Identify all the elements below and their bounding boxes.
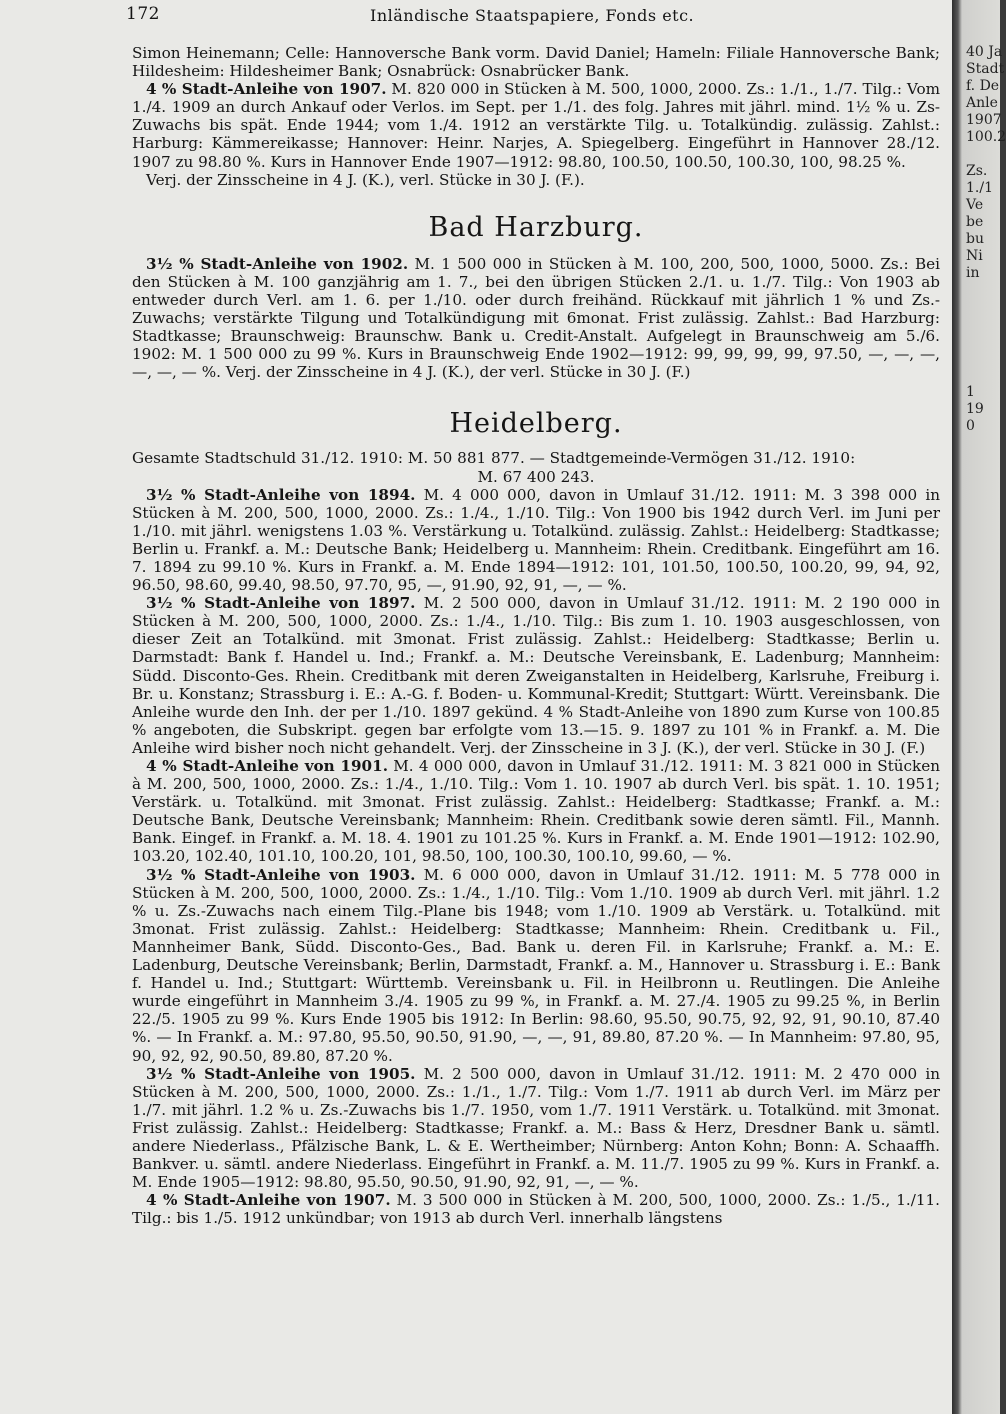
facing-page-fragment: f. De (966, 78, 1000, 94)
bad-harzburg-loan-1902-paragraph (132, 255, 940, 382)
city-heading-heidelberg: Heidelberg. (449, 408, 623, 440)
loan-title: 3½ % Stadt-Anleihe von 1897. (146, 594, 416, 613)
loan-text: M. 820 000 in Stücken à M. 500, 1000, 2000. Zs.: 1./1., 1./7. Tilg.: Vom 1./4. 1909 an durch Ankauf oder Verlos. im Sept. per 1./1. des folg. Jahres mit jährl. mind. 1½ % u. Zs-Zuwachs bis spät. Ende 1944; vom 1./4. 1912 an verstärkte Tilg. u. Totalkündig. zulässig. Zahlst.: Harburg: Kämmereikasse; Hannover: Heinr. Narjes, A. Spiegelberg. Eingeführt in Hannover 28./12. 1907 zu 98.80 %. Kurs in Hannover Ende 1907—1912: 98.80, 100.50, 100.50, 100.30, 100, 98.25 %. (132, 80, 941, 171)
hannover-verj-paragraph: Verj. der Zinsscheine in 4 J. (K.), verl. Stücke in 30 J. (F.). (146, 170, 585, 189)
facing-page-fragment: 1907 (966, 112, 1002, 128)
facing-page-fragment: 1 (966, 384, 975, 400)
facing-page-fragment: in (966, 265, 980, 281)
heidelberg-loan-1905-paragraph (132, 1065, 940, 1192)
facing-page-fragment: Ni (966, 248, 983, 264)
heidelberg-loan-1907-paragraph (132, 1191, 940, 1227)
facing-page-fragment: be (966, 214, 984, 230)
heidelberg-loan-1894-paragraph (132, 486, 940, 595)
hannover-loan-1907-paragraph (132, 80, 940, 170)
running-title: Inländische Staatspapiere, Fonds etc. (370, 6, 695, 25)
loan-text: M. 2 500 000, davon in Umlauf 31./12. 1911: M. 2 190 000 in Stücken à M. 200, 500, 1000, 2000. Zs.: 1./4., 1./10. Tilg.: Bis zum 1. 10. 1903 ausgeschlossen, von dieser Zeit an Totalkünd. mit 3monat. Frist zulässig. Zahlst.: Heidelberg: Stadtkasse; Berlin u. Darmstadt: Bank f. Handel u. Ind.; Frankf. a. M.: Deutsche Vereinsbank, E. Ladenburg; Mannheim: Südd. Disconto-Ges. Rhein. Creditbank mit deren Zweiganstalten in Heidelberg, Karlsruhe, Freiburg i. Br. u. Konstanz; Strassburg i. E.: A.-G. f. Boden- u. Kommunal-Kredit; Stuttgart: Württ. Vereinsbank. Die Anleihe wurde den Inh. der per 1./10. 1897 gekünd. 4 % Stadt-Anleihe von 1890 zum Kurse von 100.85 % angeboten, die Subskript. gegen bar erfolgte vom 13.—15. 9. 1897 zu 101 % in Frankf. a. M. Die Anleihe wird bisher noch nicht gehandelt. Verj. der Zinsscheine in 3 J. (K.), der verl. Stücke in 30 J. (F.) (132, 594, 941, 757)
city-heading-bad-harzburg: Bad Harzburg. (428, 211, 644, 243)
page-body (132, 44, 940, 1227)
facing-page-fragment: Anle (966, 95, 998, 111)
facing-page-fragment: 19 (966, 401, 984, 417)
heidelberg-loan-1901-paragraph (132, 757, 940, 866)
loan-title: 3½ % Stadt-Anleihe von 1894. (146, 485, 416, 504)
loan-text: M. 1 500 000 in Stücken à M. 100, 200, 500, 1000, 5000. Zs.: Bei den Stücken à M. 100 ganzjährig am 1. 7., bei den übrigen Stücken 2./1. u. 1./7. Tilg.: Von 1903 ab entweder durch Verl. am 1. 6. per 1./10. oder durch freihänd. Rückkauf mit jährlich 1 % und Zs.-Zuwachs; verstärkte Tilgung und Totalkündigung mit 6monat. Frist zulässig. Zahlst.: Bad Harzburg: Stadtkasse; Braunschweig: Braunschw. Bank u. Credit-Anstalt. Aufgelegt in Braunschweig am 5./6. 1902: M. 1 500 000 zu 99 %. Kurs in Braunschweig Ende 1902—1912: 99, 99, 99, 99, 97.50, —, —, —, —, —, — %. Verj. der Zinsscheine in 4 J. (K.), der verl. Stücke in 30 J. (F.) (132, 254, 940, 382)
facing-page-fragment: 1./1 (966, 180, 993, 196)
facing-page-fragment: 40 Ja (966, 44, 1003, 60)
loan-title: 4 % Stadt-Anleihe von 1907. (146, 80, 387, 99)
running-header (126, 0, 882, 30)
facing-page-fragment: Ve (966, 197, 984, 213)
facing-page-edge (952, 0, 1006, 1414)
loan-title: 3½ % Stadt-Anleihe von 1902. (146, 254, 409, 273)
loan-text: M. 4 000 000, davon in Umlauf 31./12. 1911: M. 3 398 000 in Stücken à M. 200, 500, 1000, 2000. Zs.: 1./4., 1./10. Tilg.: Von 1900 bis 1942 durch Verl. im Juni per 1./10. mit jährl. wenigstens 1.03 %. Verstärkung u. Totalkünd. zulässig. Zahlst.: Heidelberg: Stadtkasse; Berlin u. Frankf. a. M.: Deutsche Bank; Heidelberg u. Mannheim: Rhein. Creditbank. Eingeführt am 16. 7. 1894 zu 99.10 %. Kurs in Frankf. a. M. Ende 1894—1912: 101, 101.50, 100.50, 100.20, 99, 94, 92, 96.50, 98.60, 99.40, 98.50, 97.70, 95, —, 91.90, 92, 91, —, — %. (132, 485, 941, 595)
loan-title: 4 % Stadt-Anleihe von 1907. (146, 1191, 391, 1210)
loan-title: 4 % Stadt-Anleihe von 1901. (146, 757, 388, 775)
heidelberg-loan-1897-paragraph (132, 594, 940, 757)
loan-title: 3½ % Stadt-Anleihe von 1905. (146, 1064, 416, 1083)
page-number: 172 (126, 4, 160, 24)
facing-page-fragment: 100.2 (966, 129, 1006, 145)
loan-text: M. 3 500 000 in Stücken à M. 200, 500, 1000, 2000. Zs.: 1./5., 1./11. Tilg.: bis 1./5. 1912 unkündbar; von 1913 ab durch Verl. innerhalb längstens (132, 1191, 940, 1228)
facing-page-fragment: bu (966, 231, 984, 247)
loan-text: M. 6 000 000, davon in Umlauf 31./12. 1911: M. 5 778 000 in Stücken à M. 200, 500, 1000, 2000. Zs.: 1./4., 1./10. Tilg.: Vom 1./10. 1909 ab durch Verl. mit jährl. 1.2 % u. Zs.-Zuwachs nach einem Tilg.-Plane bis 1948; vom 1./10. 1909 ab Verstärk. u. Totalkünd. mit 3monat. Frist zulässig. Zahlst.: Heidelberg: Stadtkasse; Mannheim: Rhein. Creditbank u. Fil., Mannheimer Bank, Südd. Disconto-Ges., Bad. Bank u. deren Fil. in Karlsruhe; Frankf. a. M.: E. Ladenburg, Deutsche Vereinsbank; Berlin, Darmstadt, Frankf. a. M., Hannover u. Strassburg i. E.: Bank f. Handel u. Ind.; Stuttgart: Württemb. Vereinsbank u. Fil. in Heilbronn u. Reutlingen. Die Anleihe wurde eingeführt in Mannheim 3./4. 1905 zu 99 %, in Frankf. a. M. 27./4. 1905 zu 99.25 %, in Berlin 22./5. 1905 zu 99 %. Kurs Ende 1905 bis 1912: In Berlin: 98.60, 95.50, 90.75, 92, 92, 91, 90.10, 87.40 %. — In Frankf. a. M.: 97.80, 95.50, 90.50, 91.90, —, —, 91, 89.80, 87.20 %. — In Mannheim: 97.80, 95, 90, 92, 92, 90.50, 89.80, 87.20 %. (132, 865, 941, 1065)
heidelberg-debt-line: Gesamte Stadtschuld 31./12. 1910: M. 50 881 877. — Stadtgemeinde-Vermögen 31./12. 1910: (132, 449, 856, 468)
loan-text: M. 4 000 000, davon in Umlauf 31./12. 1911: M. 3 821 000 in Stücken à M. 200, 500, 1000, 2000. Zs.: 1./4., 1./10. Tilg.: Vom 1. 10. 1907 ab durch Verl. bis spät. 1. 10. 1951; Verstärk. u. Totalkünd. mit 3monat. Frist zulässig. Zahlst.: Heidelberg: Stadtkasse; Frankf. a. M.: Deutsche Bank, Deutsche Vereinsbank; Mannheim: Rhein. Creditbank sowie deren sämtl. Fil., Mannh. Bank. Eingef. in Frankf. a. M. 18. 4. 1901 zu 101.25 %. Kurs in Frankf. a. M. Ende 1901—1912: 102.90, 103.20, 102.40, 101.10, 100.20, 101, 98.50, 100, 100.30, 100.10, 99.60, — %. (132, 757, 940, 866)
hannover-intro-paragraph: Simon Heinemann; Celle: Hannoversche Bank vorm. David Daniel; Hameln: Filiale Hannoversche Bank; Hildesheim: Hildesheimer Bank; Osnabrück: Osnabrücker Bank. (132, 44, 940, 81)
facing-page-fragment: 0 (966, 418, 975, 434)
heidelberg-assets-line: M. 67 400 243. (477, 467, 595, 486)
loan-text: M. 2 500 000, davon in Umlauf 31./12. 1911: M. 2 470 000 in Stücken à M. 200, 500, 1000, 2000. Zs.: 1./1., 1./7. Tilg.: Vom 1./7. 1911 ab durch Verl. im März per 1./7. mit jährl. 1.2 % u. Zs.-Zuwachs bis 1./7. 1950, vom 1./7. 1911 Verstärk. u. Totalkünd. mit 3monat. Frist zulässig. Zahlst.: Heidelberg: Stadtkasse; Frankf. a. M.: Bass & Herz, Dresdner Bank u. sämtl. andere Niederlass., Pfälzische Bank, L. & E. Wertheimber; Nürnberg: Anton Kohn; Bonn: A. Schaaffh. Bankver. u. sämtl. andere Niederlass. Eingeführt in Frankf. a. M. 11./7. 1905 zu 99 %. Kurs in Frankf. a. M. Ende 1905—1912: 98.80, 95.50, 90.50, 91.90, 92, 91, —, — %. (132, 1064, 941, 1192)
facing-page-fragment: Zs. (966, 163, 988, 179)
facing-page-fragment: Stadt (966, 61, 1005, 77)
loan-title: 3½ % Stadt-Anleihe von 1903. (146, 865, 416, 884)
heidelberg-loan-1903-paragraph (132, 866, 940, 1065)
